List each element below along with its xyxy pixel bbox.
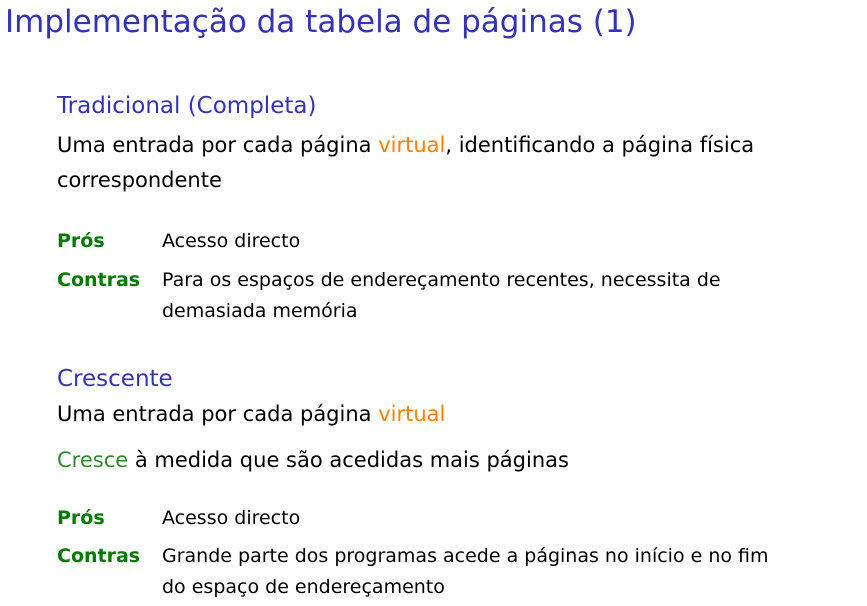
section-heading-crescente: Crescente — [57, 366, 173, 392]
highlight-virtual: virtual — [378, 402, 446, 426]
growth-text: à medida que são acedidas mais páginas — [128, 448, 569, 472]
slide-title: Implementação da tabela de páginas (1) — [5, 4, 637, 40]
pros-label: Prós — [57, 507, 105, 529]
cons-label: Contras — [57, 269, 141, 291]
section-description — [57, 399, 445, 429]
pros-text: Acesso directo — [162, 507, 301, 529]
pros-text: Acesso directo — [162, 230, 301, 252]
pros-label: Prós — [57, 230, 105, 252]
cons-text-line1: Grande parte dos programas acede a páginas no início e no fim — [162, 545, 769, 567]
description-text: Uma entrada por cada página — [57, 402, 379, 426]
highlight-virtual: virtual — [378, 133, 446, 157]
growth-description — [57, 445, 569, 475]
description-text: Uma entrada por cada página — [57, 133, 379, 157]
description-text-continued: , identificando a página física — [445, 133, 755, 157]
section-heading-tradicional: Tradicional (Completa) — [57, 93, 317, 119]
cons-text-line2: do espaço de endereçamento — [162, 576, 445, 598]
cons-label: Contras — [57, 545, 141, 567]
highlight-cresce: Cresce — [57, 448, 129, 472]
section-description — [57, 130, 754, 160]
cons-text-line2: demasiada memória — [162, 300, 358, 322]
cons-text-line1: Para os espaços de endereçamento recentes, necessita de — [162, 269, 721, 291]
section-description-line2: correspondente — [57, 168, 222, 192]
